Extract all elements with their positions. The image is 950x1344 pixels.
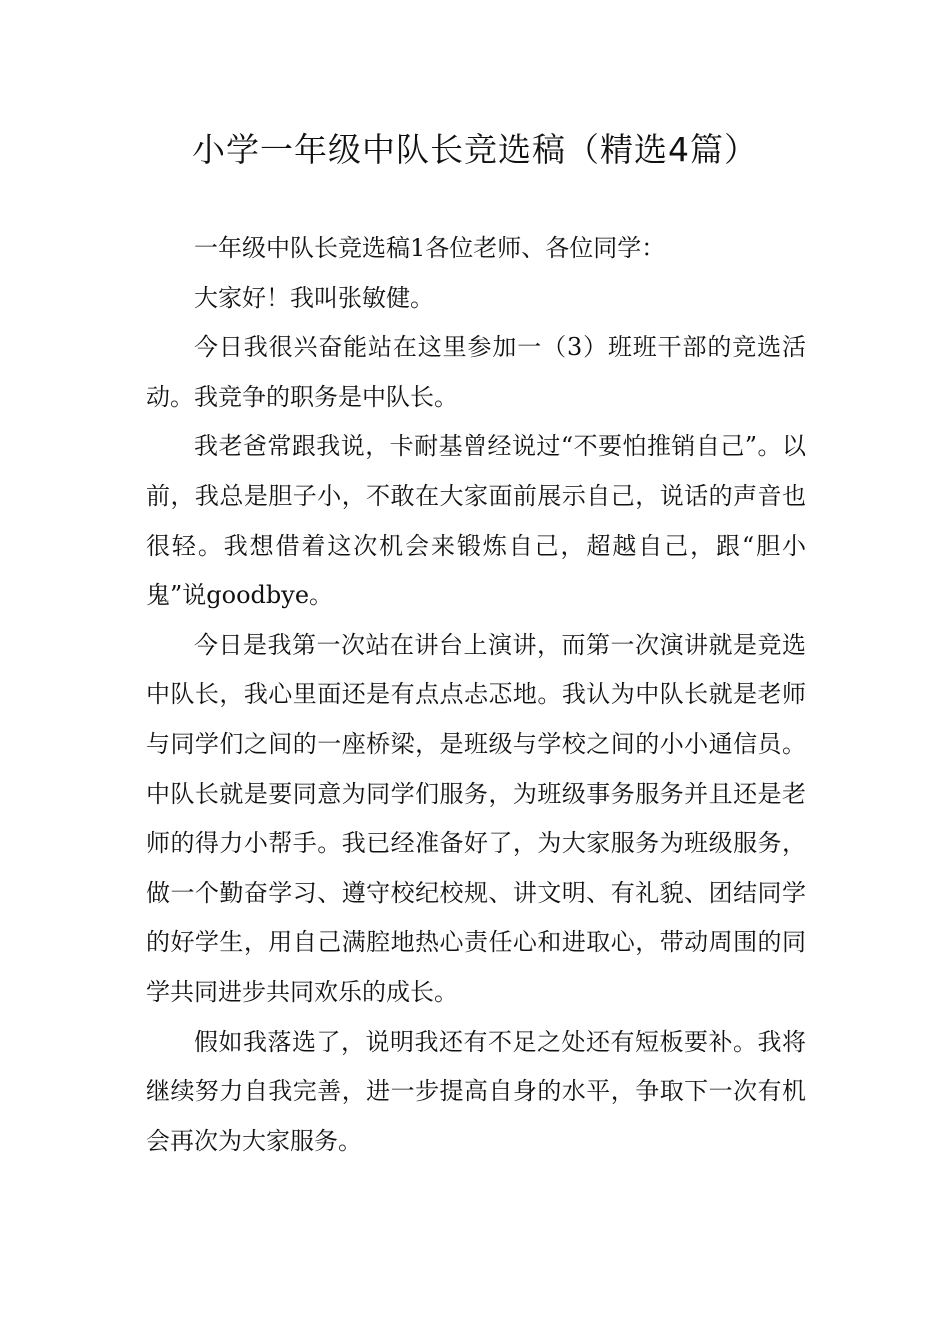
paragraph: 今日是我第一次站在讲台上演讲，而第一次演讲就是竞选中队长，我心里面还是有点点忐忑地。我认为中队长就是老师与同学们之间的一座桥梁，是班级与学校之间的小小通信员。中队长就是要同意为同学们服务，为班级事务服务并且还是老师的得力小帮手。我已经准备好了，为大家服务为班级服务，做一个勤奋学习、遵守校纪校规、讲文明、有礼貌、团结同学的好学生，用自己满腔地热心责任心和进取心，带动周围的同学共同进步共同欢乐的成长。 — [146, 630, 806, 1006]
document-title: 小学一年级中队长竞选稿（精选4篇） — [192, 130, 758, 169]
paragraph: 我老爸常跟我说，卡耐基曾经说过“不要怕推销自己”。以前，我总是胆子小，不敢在大家面前展示自己，说话的声音也很轻。我想借着这次机会来锻炼自己，超越自己，跟“胆小鬼”说goodbye。 — [146, 432, 806, 610]
document-body — [146, 224, 806, 1166]
paragraph: 一年级中队长竞选稿1各位老师、各位同学： — [194, 234, 666, 262]
paragraph: 大家好！我叫张敏健。 — [194, 283, 434, 312]
paragraph: 今日我很兴奋能站在这里参加一（3）班班干部的竞选活动。我竞争的职务是中队长。 — [146, 333, 806, 411]
paragraph: 假如我落选了，说明我还有不足之处还有短板要补。我将继续努力自我完善，进一步提高自身的水平，争取下一次有机会再次为大家服务。 — [146, 1027, 806, 1155]
